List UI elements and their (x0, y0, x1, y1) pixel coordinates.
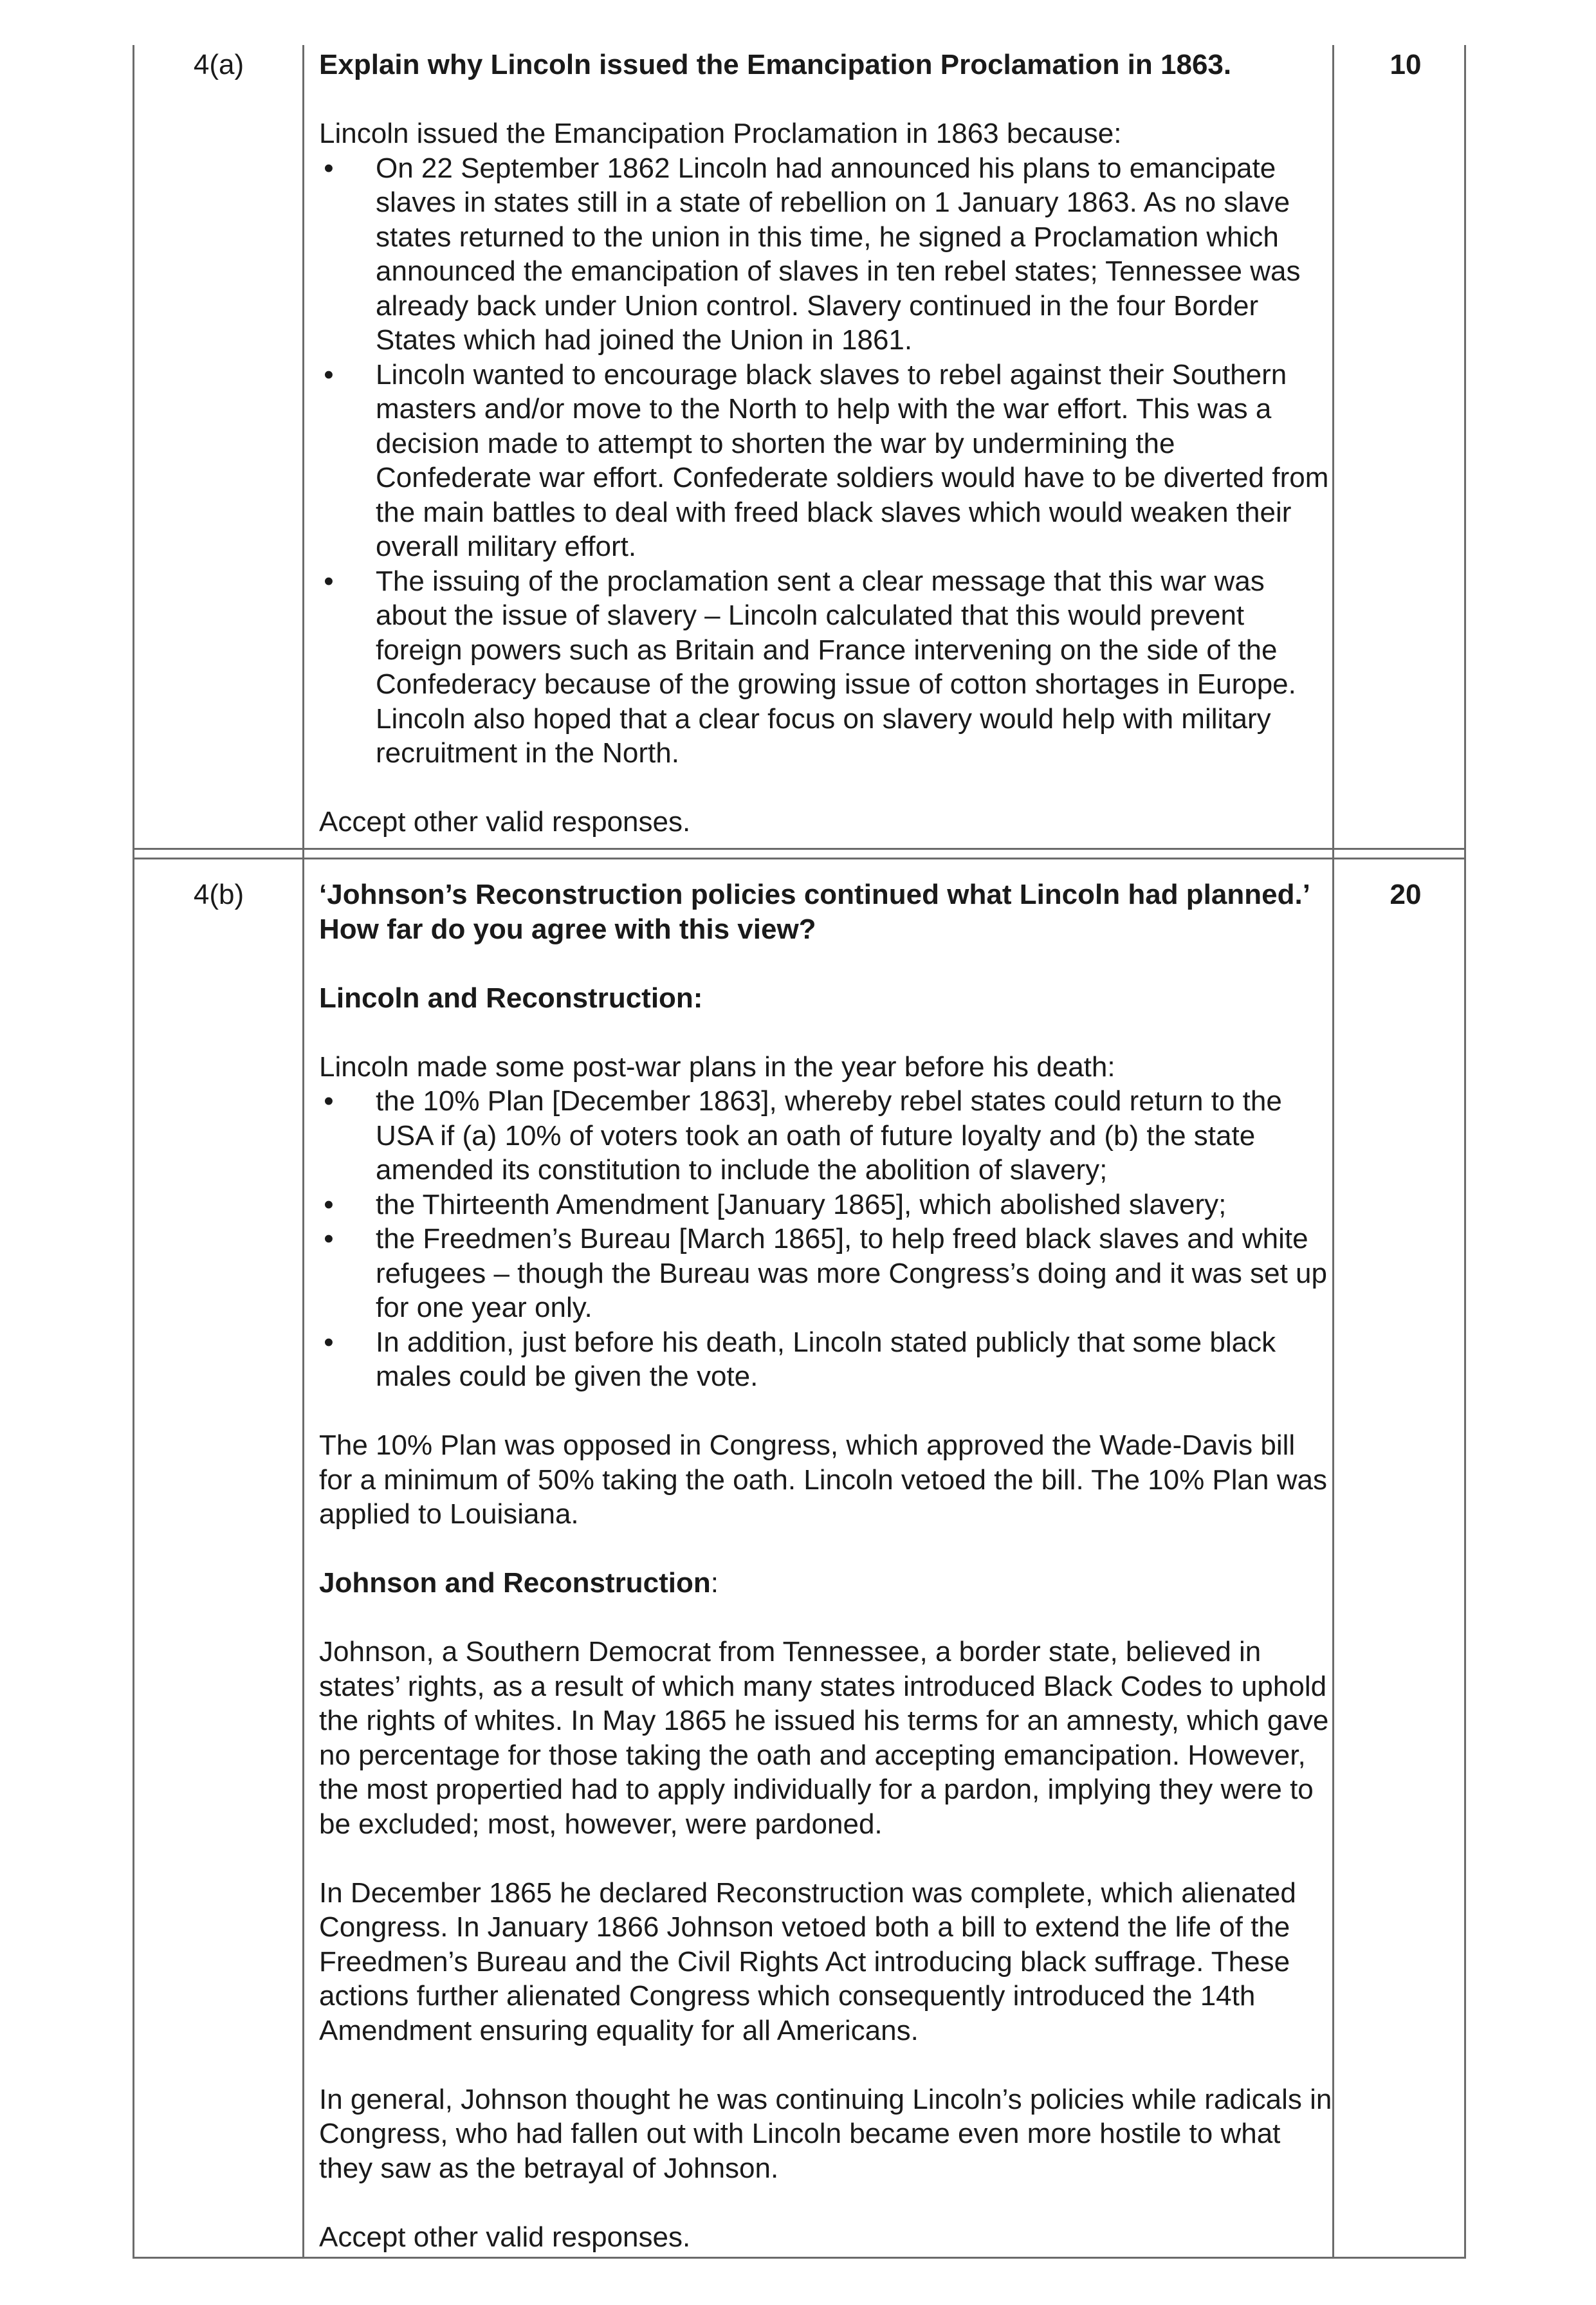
answer-4b (319, 877, 1332, 2254)
bullet-icon: • (324, 1326, 334, 1358)
answer-4b-bullet-list (319, 1084, 1332, 1394)
list-item: • The issuing of the proclamation sent a clear message that this war was about the issue of slavery – Lincoln calculated that this would prevent foreign powers such as Britain and France intervening on the side of the Confederacy because of the growing issue of cotton shortages in Europe. Lincoln also hoped that a clear focus on slavery would help with military recruitment in the North. (319, 564, 1332, 771)
marks-4a: 10 (1390, 49, 1422, 80)
accept-note-4a: Accept other valid responses. (319, 806, 691, 838)
list-item: • the 10% Plan [December 1863], whereby rebel states could return to the USA if (a) 10% of voters took an oath of future loyalty and (b) the state amended its constitution to include the abolition of slavery; (319, 1084, 1332, 1188)
johnson-heading: Johnson and Reconstruction (319, 1567, 711, 1599)
table-col-divider-1 (302, 45, 304, 2258)
list-item: • the Freedmen’s Bureau [March 1865], to help freed black slaves and white refugees – though the Bureau was more Congress’s doing and it was set up for one year only. (319, 1222, 1332, 1325)
answer-4a-intro: Lincoln issued the Emancipation Proclamation in 1863 because: (319, 118, 1122, 149)
accept-note-4b: Accept other valid responses. (319, 2221, 691, 2253)
question-number-4a: 4(a) (193, 49, 244, 80)
paragraph-johnson-1: Johnson, a Southern Democrat from Tennessee, a border state, believed in states’ rights, as a result of which many states introduced Black Codes to uphold the rights of whites. In May 1865 he issued his terms for an amnesty, which gave no percentage for those taking the oath and accepting emancipation. However, the most propertied had to apply individually for a pardon, implying they were to be excluded; most, however, were pardoned. (319, 1636, 1329, 1840)
bullet-icon: • (324, 565, 334, 597)
list-item: • the Thirteenth Amendment [January 1865], which abolished slavery; (319, 1188, 1332, 1222)
table-left-border (133, 45, 134, 2258)
johnson-heading-line (319, 1566, 1332, 1601)
paragraph-general: In general, Johnson thought he was continuing Lincoln’s policies while radicals in Congress, who had fallen out with Lincoln became even more hostile to what they saw as the betrayal of Johnson. (319, 2083, 1332, 2184)
list-item: • Lincoln wanted to encourage black slaves to rebel against their Southern masters and/or move to the North to help with the war effort. This was a decision made to attempt to shorten the war by undermining the Confederate war effort. Confederate soldiers would have to be diverted from the main battles to deal with freed black slaves which would weaken their overall military effort. (319, 358, 1332, 564)
table-col-divider-2 (1332, 45, 1334, 2258)
table-bottom-border (133, 2257, 1466, 2259)
bullet-icon: • (324, 1188, 334, 1220)
bullet-icon: • (324, 1085, 334, 1117)
paragraph-johnson-2: In December 1865 he declared Reconstruction was complete, which alienated Congress. In January 1866 Johnson vetoed both a bill to extend the life of the Freedmen’s Bureau and the Civil Rights Act introducing black suffrage. These actions further alienated Congress which consequently introduced the 14th Amendment ensuring equality for all Americans. (319, 1877, 1296, 2046)
johnson-heading-colon: : (710, 1567, 719, 1599)
bullet-icon: • (324, 358, 334, 390)
row-separator-top (133, 848, 1466, 850)
lincoln-heading: Lincoln and Reconstruction: (319, 982, 703, 1014)
table-right-border (1464, 45, 1466, 2258)
question-4a-text: Explain why Lincoln issued the Emancipation Proclamation in 1863. (319, 49, 1232, 80)
bullet-icon: • (324, 1223, 334, 1254)
list-item: • On 22 September 1862 Lincoln had announced his plans to emancipate slaves in states still in a state of rebellion on 1 January 1863. As no slave states returned to the union in this time, he signed a Proclamation which announced the emancipation of slaves in ten rebel states; Tennessee was already back under Union control. Slavery continued in the four Border States which had joined the Union in 1861. (319, 151, 1332, 358)
paragraph-10-percent-plan: The 10% Plan was opposed in Congress, which approved the Wade-Davis bill for a minimum of 50% taking the oath. Lincoln vetoed the bill. The 10% Plan was applied to Louisiana. (319, 1429, 1327, 1530)
marks-4b: 20 (1390, 879, 1422, 910)
answer-4a-bullet-list (319, 151, 1332, 771)
question-number-4b: 4(b) (193, 879, 244, 910)
list-item: • In addition, just before his death, Lincoln stated publicly that some black males could be given the vote. (319, 1325, 1332, 1394)
lincoln-intro: Lincoln made some post-war plans in the year before his death: (319, 1051, 1115, 1083)
bullet-icon: • (324, 152, 334, 184)
row-separator-bottom (133, 858, 1466, 859)
answer-4a (319, 48, 1332, 840)
question-4b-text: ‘Johnson’s Reconstruction policies continued what Lincoln had planned.’ How far do you agree with this view? (319, 879, 1309, 945)
